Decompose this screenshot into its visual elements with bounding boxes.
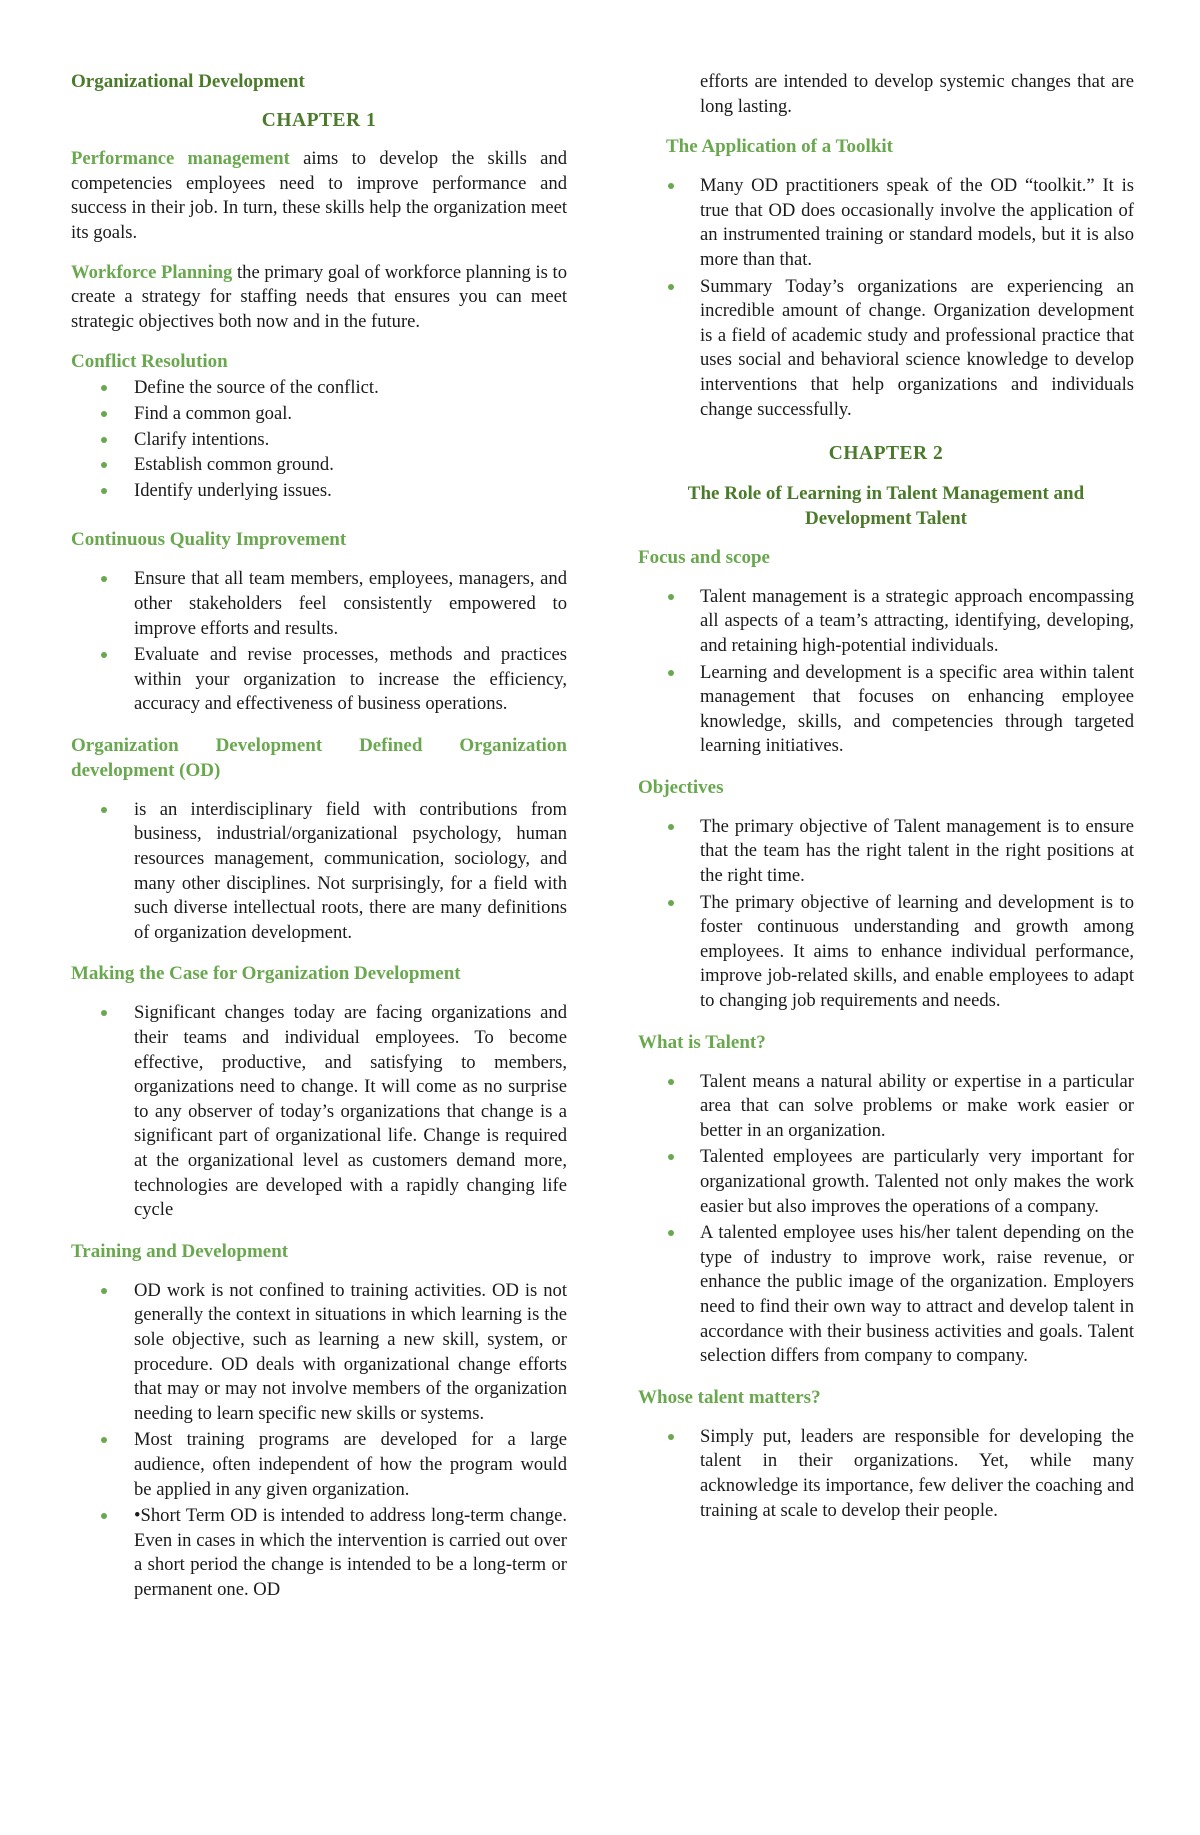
list-item: Learning and development is a specific area within talent management that focuses on enhancing employee knowledge, skills, and competencies through targeted learning initiatives. — [638, 661, 1134, 759]
continuous-quality-improvement-section — [71, 527, 567, 717]
training-continuation: efforts are intended to develop systemic changes that are long lasting. — [700, 71, 1134, 117]
bullet-icon — [101, 807, 107, 813]
making-the-case-section — [71, 961, 567, 1222]
bullet-icon — [101, 1513, 107, 1519]
conflict-resolution-section — [71, 349, 567, 503]
bullet-icon — [101, 1288, 107, 1294]
bullet-icon — [668, 1434, 674, 1440]
performance-management-text: aims to develop the skills and competencies employees need to improve performance and success in their job. In turn, these skills help the organization meet its goals. — [71, 148, 567, 243]
what-is-talent-section — [638, 1030, 1134, 1369]
bullet-icon — [668, 284, 674, 290]
bullet-icon — [668, 1230, 674, 1236]
bullet-icon — [668, 1154, 674, 1160]
bullet-list — [71, 376, 567, 503]
bullet-icon — [668, 900, 674, 906]
bullet-list — [638, 815, 1134, 1014]
bullet-icon — [101, 437, 107, 443]
section-heading: What is Talent? — [638, 1031, 766, 1053]
bullet-list — [638, 585, 1134, 759]
bullet-icon — [101, 411, 107, 417]
section-heading: Continuous Quality Improvement — [71, 529, 347, 551]
bullet-icon — [668, 594, 674, 600]
performance-management-paragraph — [71, 147, 567, 245]
bullet-list — [638, 1425, 1134, 1523]
section-heading: Focus and scope — [638, 546, 770, 568]
list-item: Establish common ground. — [71, 453, 567, 478]
bullet-icon — [668, 824, 674, 830]
right-column — [638, 70, 1134, 1539]
list-item: Talent management is a strategic approach encompassing all aspects of a team’s attracting, identifying, developing, and retaining high-potential individuals. — [638, 585, 1134, 659]
list-item: Evaluate and revise processes, methods and practices within your organization to increase the efficiency, accuracy and effectiveness of business operations. — [71, 643, 567, 717]
bullet-icon — [101, 1010, 107, 1016]
whose-talent-matters-section — [638, 1385, 1134, 1523]
workforce-planning-text: the primary goal of workforce planning is to create a strategy for staffing needs that ensures you can meet strategic objectives both now and in the future. — [71, 261, 567, 332]
bullet-list — [638, 1070, 1134, 1369]
bullet-icon — [101, 576, 107, 582]
section-heading: Objectives — [638, 776, 724, 798]
workforce-planning-paragraph — [71, 261, 567, 335]
bullet-icon — [668, 1079, 674, 1085]
list-item: Identify underlying issues. — [71, 479, 567, 504]
list-item: Simply put, leaders are responsible for developing the talent in their organizations. Yet, while many acknowledge its importance, few deliver the coaching and training at scale to develop their people. — [638, 1425, 1134, 1523]
bullet-list — [71, 567, 567, 717]
performance-management-term: Performance management — [71, 148, 290, 170]
bullet-icon — [101, 462, 107, 468]
list-item: Find a common goal. — [71, 402, 567, 427]
list-item: Most training programs are developed for a large audience, often independent of how the program would be applied in any given organization. — [71, 1428, 567, 1502]
section-heading: Conflict Resolution — [71, 351, 228, 373]
list-item: Talent means a natural ability or expertise in a particular area that can solve problems or make work easier or better in an organization. — [638, 1070, 1134, 1144]
bullet-icon — [101, 385, 107, 391]
workforce-planning-term: Workforce Planning — [71, 261, 233, 283]
section-heading: Training and Development — [71, 1240, 289, 1262]
section-heading: The Application of a Toolkit — [666, 136, 894, 158]
bullet-icon — [101, 488, 107, 494]
bullet-list — [71, 1001, 567, 1222]
bullet-icon — [101, 652, 107, 658]
list-item: The primary objective of Talent management is to ensure that the team has the right talent in the right positions at the right time. — [638, 815, 1134, 889]
od-defined-section — [71, 733, 567, 946]
section-heading: Making the Case for Organization Development — [71, 963, 461, 985]
bullet-icon — [668, 183, 674, 189]
objectives-section — [638, 775, 1134, 1014]
focus-and-scope-section — [638, 545, 1134, 759]
document-title: Organizational Development — [71, 71, 305, 92]
section-heading: Whose talent matters? — [638, 1386, 821, 1408]
list-item: •Short Term OD is intended to address long-term change. Even in cases in which the intervention is carried out over a short period the change is intended to be a long-term or permanent one. OD — [71, 1504, 567, 1602]
bullet-list — [638, 174, 1134, 422]
list-item: Clarify intentions. — [71, 428, 567, 453]
chapter-2-title: The Role of Learning in Talent Management and Development Talent — [687, 482, 1085, 529]
list-item: Talented employees are particularly very important for organizational growth. Talented not only makes the work easier but also improves the operations of a company. — [638, 1145, 1134, 1219]
chapter-2-heading: CHAPTER 2 — [828, 443, 944, 465]
section-heading: Organization Development Defined Organization development (OD) — [71, 734, 567, 781]
bullet-icon — [101, 1437, 107, 1443]
list-item: is an interdisciplinary field with contributions from business, industrial/organizational psychology, human resources management, communication, sociology, and many other disciplines. Not surprisingly, for a field with such diverse intellectual roots, there are many definitions of organization development. — [71, 798, 567, 946]
list-item: Many OD practitioners speak of the OD “toolkit.” It is true that OD does occasionally involve the application of an instrumented training or standard models, but it is also more than that. — [638, 174, 1134, 272]
list-item: Define the source of the conflict. — [71, 376, 567, 401]
list-item: Ensure that all team members, employees, managers, and other stakeholders feel consistently empowered to improve efforts and results. — [71, 567, 567, 641]
bullet-icon — [668, 670, 674, 676]
list-item: Significant changes today are facing organizations and their teams and individual employees. To become effective, productive, and satisfying to members, organizations need to change. It will come as no surprise to any observer of today’s organizations that change is a significant part of organizational life. Change is required at the organizational level as customers demand more, technologies are developed with a rapidly changing life cycle — [71, 1001, 567, 1222]
list-item: OD work is not confined to training activities. OD is not generally the context in situations in which learning is the sole objective, such as learning a new skill, system, or procedure. OD deals with organizational change efforts that may or may not involve members of the organization needing to learn specific new skills or systems. — [71, 1279, 567, 1427]
chapter-1-heading: CHAPTER 1 — [261, 109, 377, 131]
list-item: The primary objective of learning and development is to foster continuous understanding and growth among employees. It aims to enhance individual performance, improve job-related skills, and enable employees to adapt to changing job requirements and needs. — [638, 891, 1134, 1014]
training-and-development-section — [71, 1239, 567, 1603]
list-item: A talented employee uses his/her talent depending on the type of industry to improve work, raise revenue, or enhance the public image of the organization. Employers need to find their own way to attract and develop talent in accordance with their business activities and goals. Talent selection differs from company to company. — [638, 1221, 1134, 1369]
toolkit-section — [638, 134, 1134, 422]
list-item: Summary Today’s organizations are experiencing an incredible amount of change. Organization development is a field of academic study and professional practice that uses social and behavioral science knowledge to develop interventions that help organizations and individuals change successfully. — [638, 275, 1134, 423]
bullet-list — [71, 1279, 567, 1603]
bullet-list — [71, 798, 567, 946]
left-column — [71, 70, 567, 1619]
